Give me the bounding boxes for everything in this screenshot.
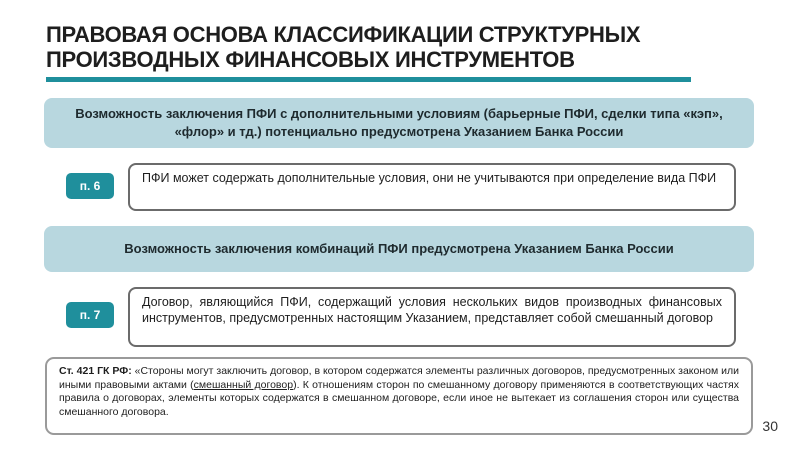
clause-text-p6: ПФИ может содержать дополнительные условия, они не учитываются при определение вида ПФИ <box>128 163 736 211</box>
clause-text-p7: Договор, являющийся ПФИ, содержащий условия нескольких видов производных финансовых инструментов, предусмотренных настоящим Указанием, представляет собой смешанный договор <box>128 287 736 347</box>
clause-tag-p7: п. 7 <box>66 302 114 328</box>
quote-text-part-1: «Стороны могут заключить договор, в котором содержатся элементы различных договоров, предусмотренных законом или иными правовыми актами ( <box>59 365 739 391</box>
civil-code-quote <box>45 357 753 435</box>
quote-underlined-term: смешанный договор <box>193 378 294 391</box>
quote-lead: Ст. 421 ГК РФ: <box>59 365 132 377</box>
clause-tag-p6: п. 6 <box>66 173 114 199</box>
quote-text-part-2: ). К отношениям сторон по смешанному договору применяются в соответствующих частях правила о договорах, элементы которых содержатся в смешанном договоре, если иное не вытекает из соглашения сторон или существа смешанного договора. <box>59 378 739 418</box>
title-underline <box>46 77 691 82</box>
page-number: 30 <box>762 418 778 434</box>
slide-title: ПРАВОВАЯ ОСНОВА КЛАССИФИКАЦИИ СТРУКТУРНЫХ ПРОИЗВОДНЫХ ФИНАНСОВЫХ ИНСТРУМЕНТОВ <box>46 22 641 72</box>
banner-combinations: Возможность заключения комбинаций ПФИ предусмотрена Указанием Банка России <box>44 226 754 272</box>
banner-additional-conditions: Возможность заключения ПФИ с дополнительными условиям (барьерные ПФИ, сделки типа «кэп», «флор» и тд.) потенциально предусмотрена Указанием Банка России <box>44 98 754 148</box>
